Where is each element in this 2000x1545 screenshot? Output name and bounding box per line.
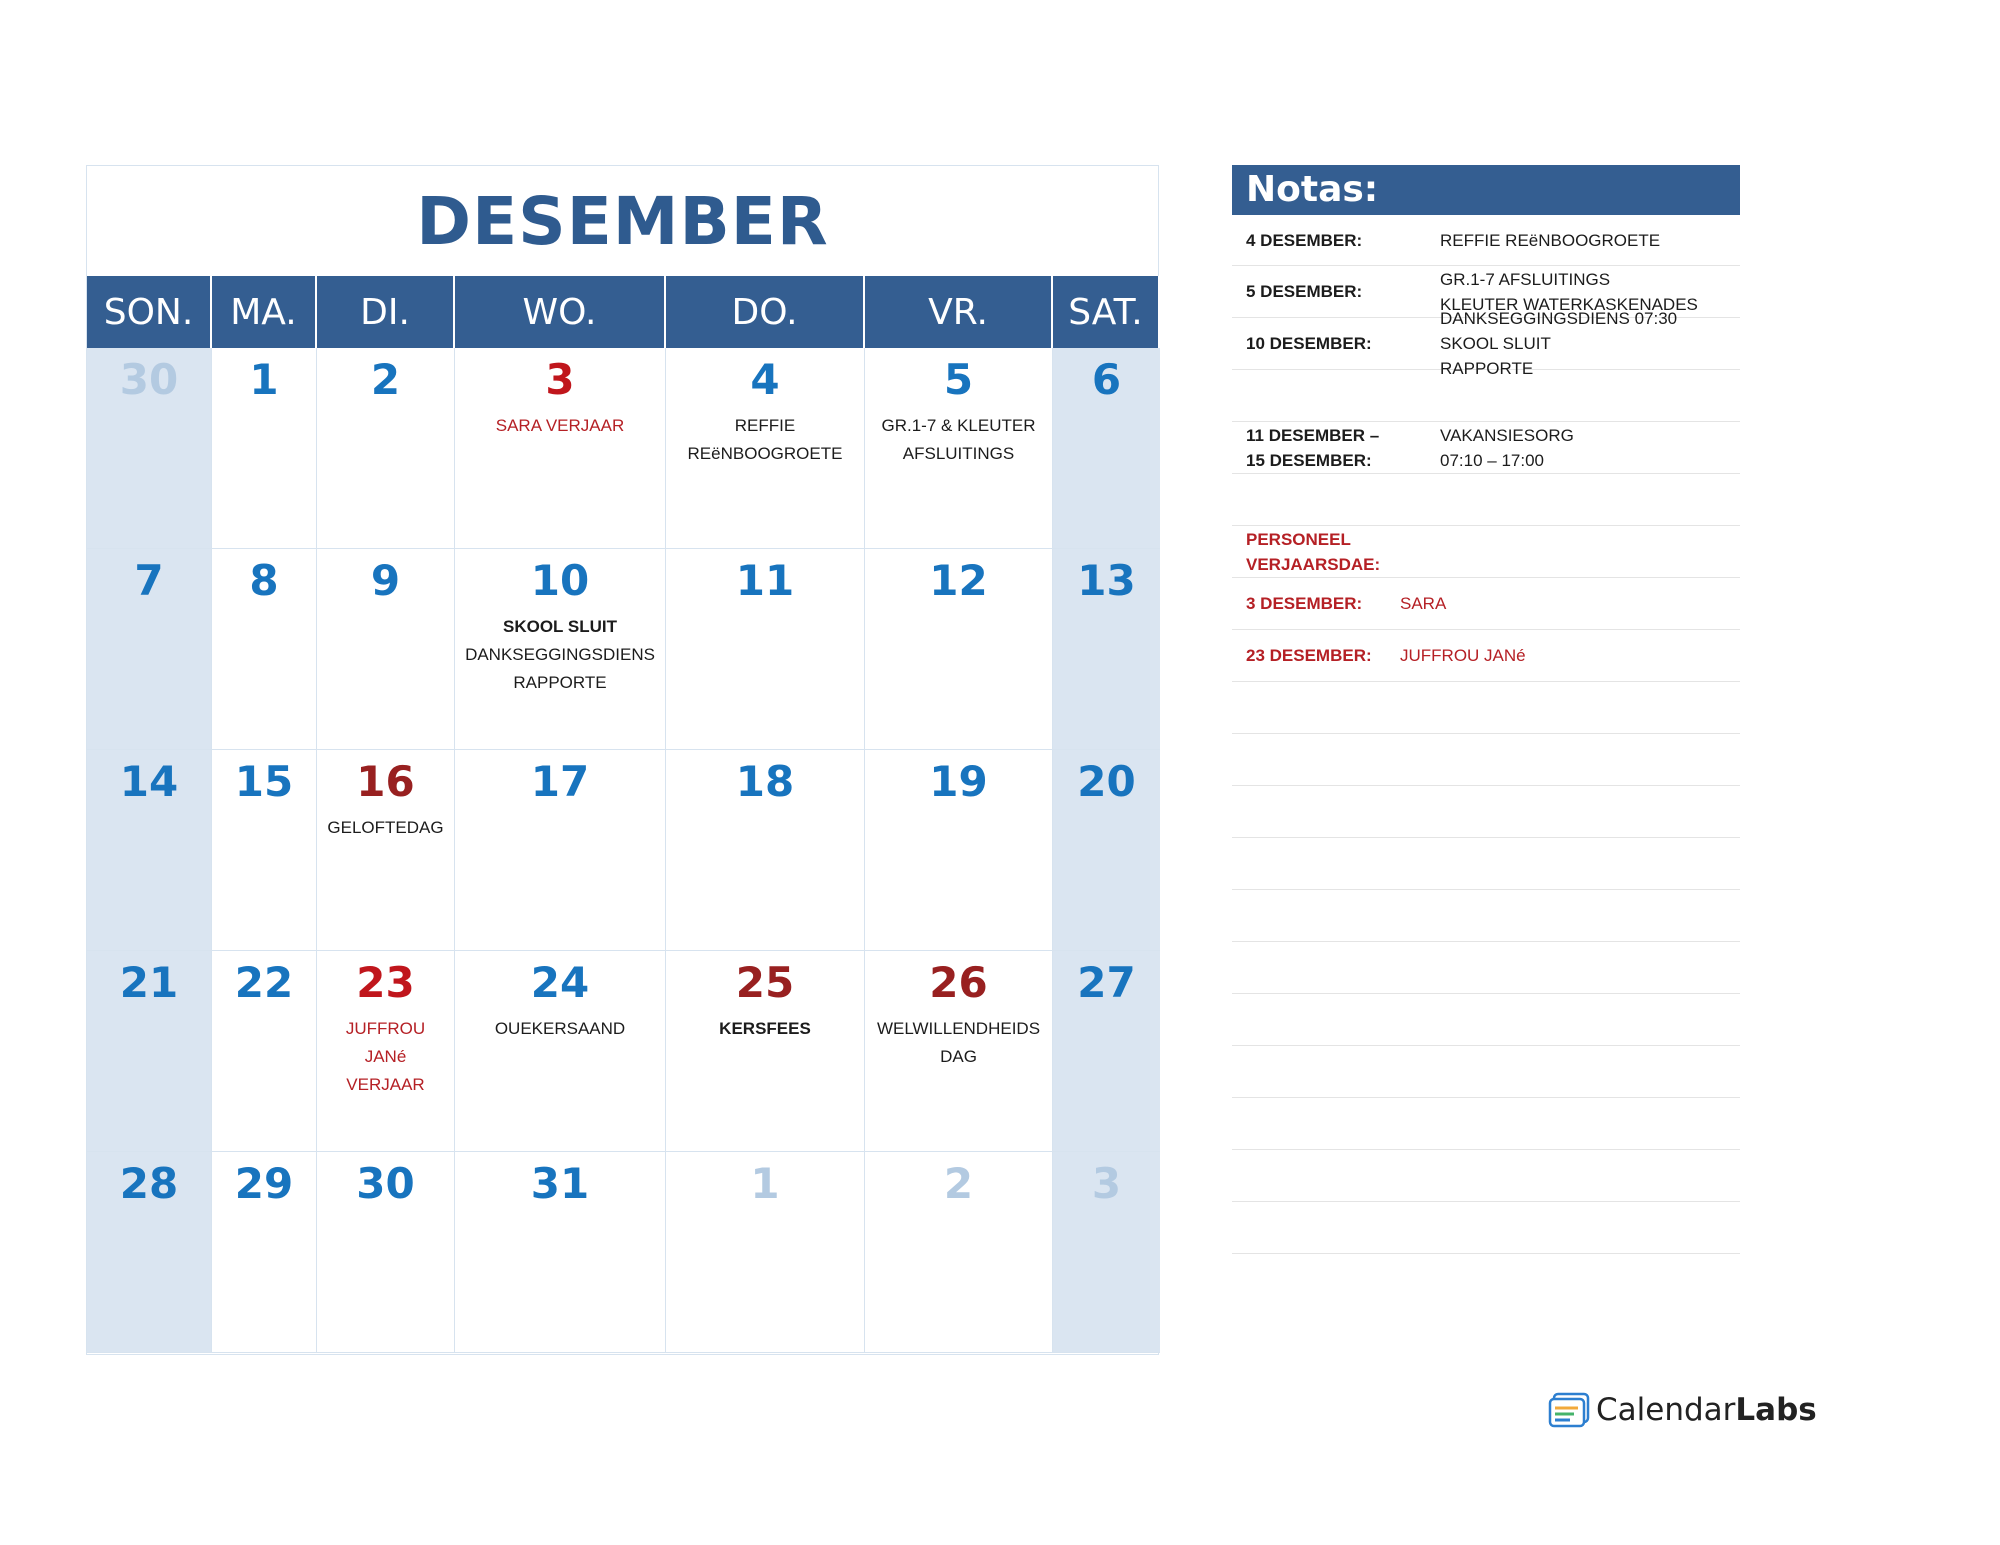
calendar [86,165,1159,1355]
day-number: 16 [356,757,415,806]
event-text: SKOOL SLUIT [503,617,617,636]
day-events [666,412,864,468]
event-text: DAG [940,1047,977,1066]
note-line-blank [1232,734,1740,786]
day-number: 14 [119,757,179,806]
day-cell[interactable] [666,951,865,1152]
event-text: DANKSEGGINGSDIENS [465,645,655,664]
event-text: JUFFROU [345,1019,426,1038]
note-label-line: 11 DESEMBER – [1246,425,1380,445]
day-events [865,1015,1052,1071]
day-number: 30 [356,1159,415,1208]
event-text: REëNBOOGROETE [687,444,843,463]
day-number: 12 [929,556,988,605]
day-number: 2 [943,1159,974,1208]
note-row [1232,526,1740,578]
day-cell[interactable] [666,750,865,951]
month-title: DESEMBER [416,182,829,260]
day-events [666,1015,864,1043]
notes-panel [1232,165,1740,1254]
day-number: 2 [370,355,401,404]
note-label-line: 10 DESEMBER: [1246,334,1372,353]
day-cell[interactable] [666,549,865,750]
day-cell[interactable] [87,549,212,750]
event-text: JANé [364,1047,407,1066]
note-row [1232,630,1740,682]
weekday-header: WO. [455,276,666,348]
note-row [1232,422,1740,474]
event-text: WELWILLENDHEIDS [876,1019,1041,1038]
day-cell[interactable] [317,750,455,951]
day-events [455,412,665,440]
note-line-blank [1232,1046,1740,1098]
note-value-line: REFFIE REëNBOOGROETE [1440,230,1661,250]
note-label-line: 3 DESEMBER: [1246,594,1363,613]
day-cell[interactable] [212,348,317,549]
note-row [1232,215,1740,266]
day-number: 17 [530,757,590,806]
day-cell[interactable] [666,1152,865,1353]
note-label [1232,591,1400,616]
day-number: 31 [530,1159,590,1208]
day-cell[interactable] [212,1152,317,1353]
day-number: 19 [929,757,988,806]
day-number: 1 [750,1159,780,1208]
day-cell[interactable] [87,1152,212,1353]
note-line-blank [1232,1150,1740,1202]
day-cell[interactable] [666,348,865,549]
day-number: 26 [929,958,988,1007]
weekday-header: SON. [87,276,212,348]
day-cell[interactable] [1053,1152,1160,1353]
note-line-blank [1232,890,1740,942]
note-line-blank [1232,838,1740,890]
day-number: 5 [943,355,974,404]
day-cell[interactable] [455,750,666,951]
note-value-line: KLEUTER WATERKASKENADES [1440,294,1698,314]
day-cell[interactable] [317,951,455,1152]
day-number: 13 [1077,556,1136,605]
day-cell[interactable] [212,549,317,750]
note-line-blank [1232,994,1740,1046]
note-value-line: SKOOL SLUIT [1440,334,1551,353]
calendar-icon [1548,1392,1590,1428]
day-cell[interactable] [317,348,455,549]
note-value-line: SARA [1400,594,1447,613]
day-number: 25 [735,958,795,1007]
calendar-grid [87,276,1158,1353]
event-text: VERJAAR [346,1075,425,1094]
event-text: AFSLUITINGS [902,444,1015,463]
note-line-blank [1232,1098,1740,1150]
day-number: 15 [234,757,294,806]
note-value-line: VAKANSIESORG [1440,425,1574,445]
day-events [455,613,665,697]
note-value [1440,423,1574,473]
weekday-header: SAT. [1053,276,1160,348]
day-cell[interactable] [1053,951,1160,1152]
day-number: 29 [234,1159,294,1208]
day-number: 8 [249,556,279,605]
note-line-blank [1232,786,1740,838]
day-cell[interactable] [1053,750,1160,951]
day-number: 28 [119,1159,179,1208]
weekday-header: DI. [317,276,455,348]
notes-list [1232,215,1740,1254]
note-value-line: GR.1-7 AFSLUITINGS [1440,269,1611,289]
day-events [865,412,1052,468]
calendarlabs-logo [1548,1392,1817,1428]
day-cell[interactable] [455,348,666,549]
note-label [1232,228,1440,253]
day-number: 7 [134,556,164,605]
day-number: 24 [530,958,590,1007]
day-number: 3 [545,355,575,404]
note-value-line: 07:10 – 17:00 [1440,450,1544,470]
day-cell[interactable] [455,951,666,1152]
event-text: KERSFEES [719,1019,811,1038]
day-cell[interactable] [865,750,1053,951]
day-number: 1 [249,355,279,404]
day-cell[interactable] [865,348,1053,549]
event-text: REFFIE [734,416,796,435]
note-value-line: JUFFROU JANé [1400,646,1526,665]
day-number: 21 [119,958,179,1007]
day-number: 30 [119,355,179,404]
event-text: OUEKERSAAND [494,1019,626,1038]
logo-text: CalendarLabs [1596,1392,1817,1428]
note-line-blank [1232,474,1740,526]
day-number: 6 [1091,355,1122,404]
note-label [1232,331,1440,356]
note-row [1232,578,1740,630]
note-label-line: 23 DESEMBER: [1246,646,1372,665]
note-label [1232,423,1440,473]
day-cell[interactable] [87,750,212,951]
note-value [1400,643,1526,668]
weekday-header: DO. [666,276,865,348]
day-number: 27 [1077,958,1136,1007]
note-value-line: DANKSEGGINGSDIENS 07:30 [1440,309,1678,328]
day-number: 20 [1077,757,1136,806]
event-text: SARA VERJAAR [495,416,625,435]
day-cell[interactable] [212,951,317,1152]
day-cell[interactable] [1053,549,1160,750]
note-label-line: VERJAARSDAE: [1246,554,1381,574]
event-text: RAPPORTE [513,673,607,692]
day-cell[interactable] [87,951,212,1152]
note-value [1400,591,1446,616]
day-cell[interactable] [455,1152,666,1353]
note-label [1232,643,1400,668]
note-label-line: 5 DESEMBER: [1246,282,1363,301]
day-number: 11 [735,556,795,605]
note-line-blank [1232,942,1740,994]
note-label-line: PERSONEEL [1246,529,1351,549]
event-text: GELOFTEDAG [327,818,444,837]
note-value [1440,306,1677,381]
day-number: 18 [735,757,795,806]
weekday-header: VR. [865,276,1053,348]
day-number: 22 [234,958,294,1007]
day-cell[interactable] [865,951,1053,1152]
weekday-header: MA. [212,276,317,348]
day-number: 4 [750,355,780,404]
day-events [317,1015,454,1099]
note-label [1232,279,1440,304]
note-value [1440,228,1660,253]
note-label-line: 15 DESEMBER: [1246,450,1372,470]
day-cell[interactable] [865,549,1053,750]
day-cell[interactable] [212,750,317,951]
note-label-line: 4 DESEMBER: [1246,230,1363,250]
day-number: 23 [356,958,415,1007]
note-line-blank [1232,682,1740,734]
note-line-blank [1232,1202,1740,1254]
note-row [1232,309,1740,378]
day-events [455,1015,665,1043]
day-cell[interactable] [455,549,666,750]
day-cell[interactable] [317,549,455,750]
day-cell[interactable] [87,348,212,549]
event-text: GR.1-7 & KLEUTER [881,416,1036,435]
day-cell[interactable] [1053,348,1160,549]
day-cell[interactable] [865,1152,1053,1353]
note-value-line: RAPPORTE [1440,359,1534,378]
note-label [1232,527,1380,577]
day-cell[interactable] [317,1152,455,1353]
day-number: 10 [530,556,590,605]
notes-title: Notas: [1232,165,1740,215]
day-number: 9 [370,556,401,605]
day-number: 3 [1091,1159,1122,1208]
day-events [317,814,454,842]
